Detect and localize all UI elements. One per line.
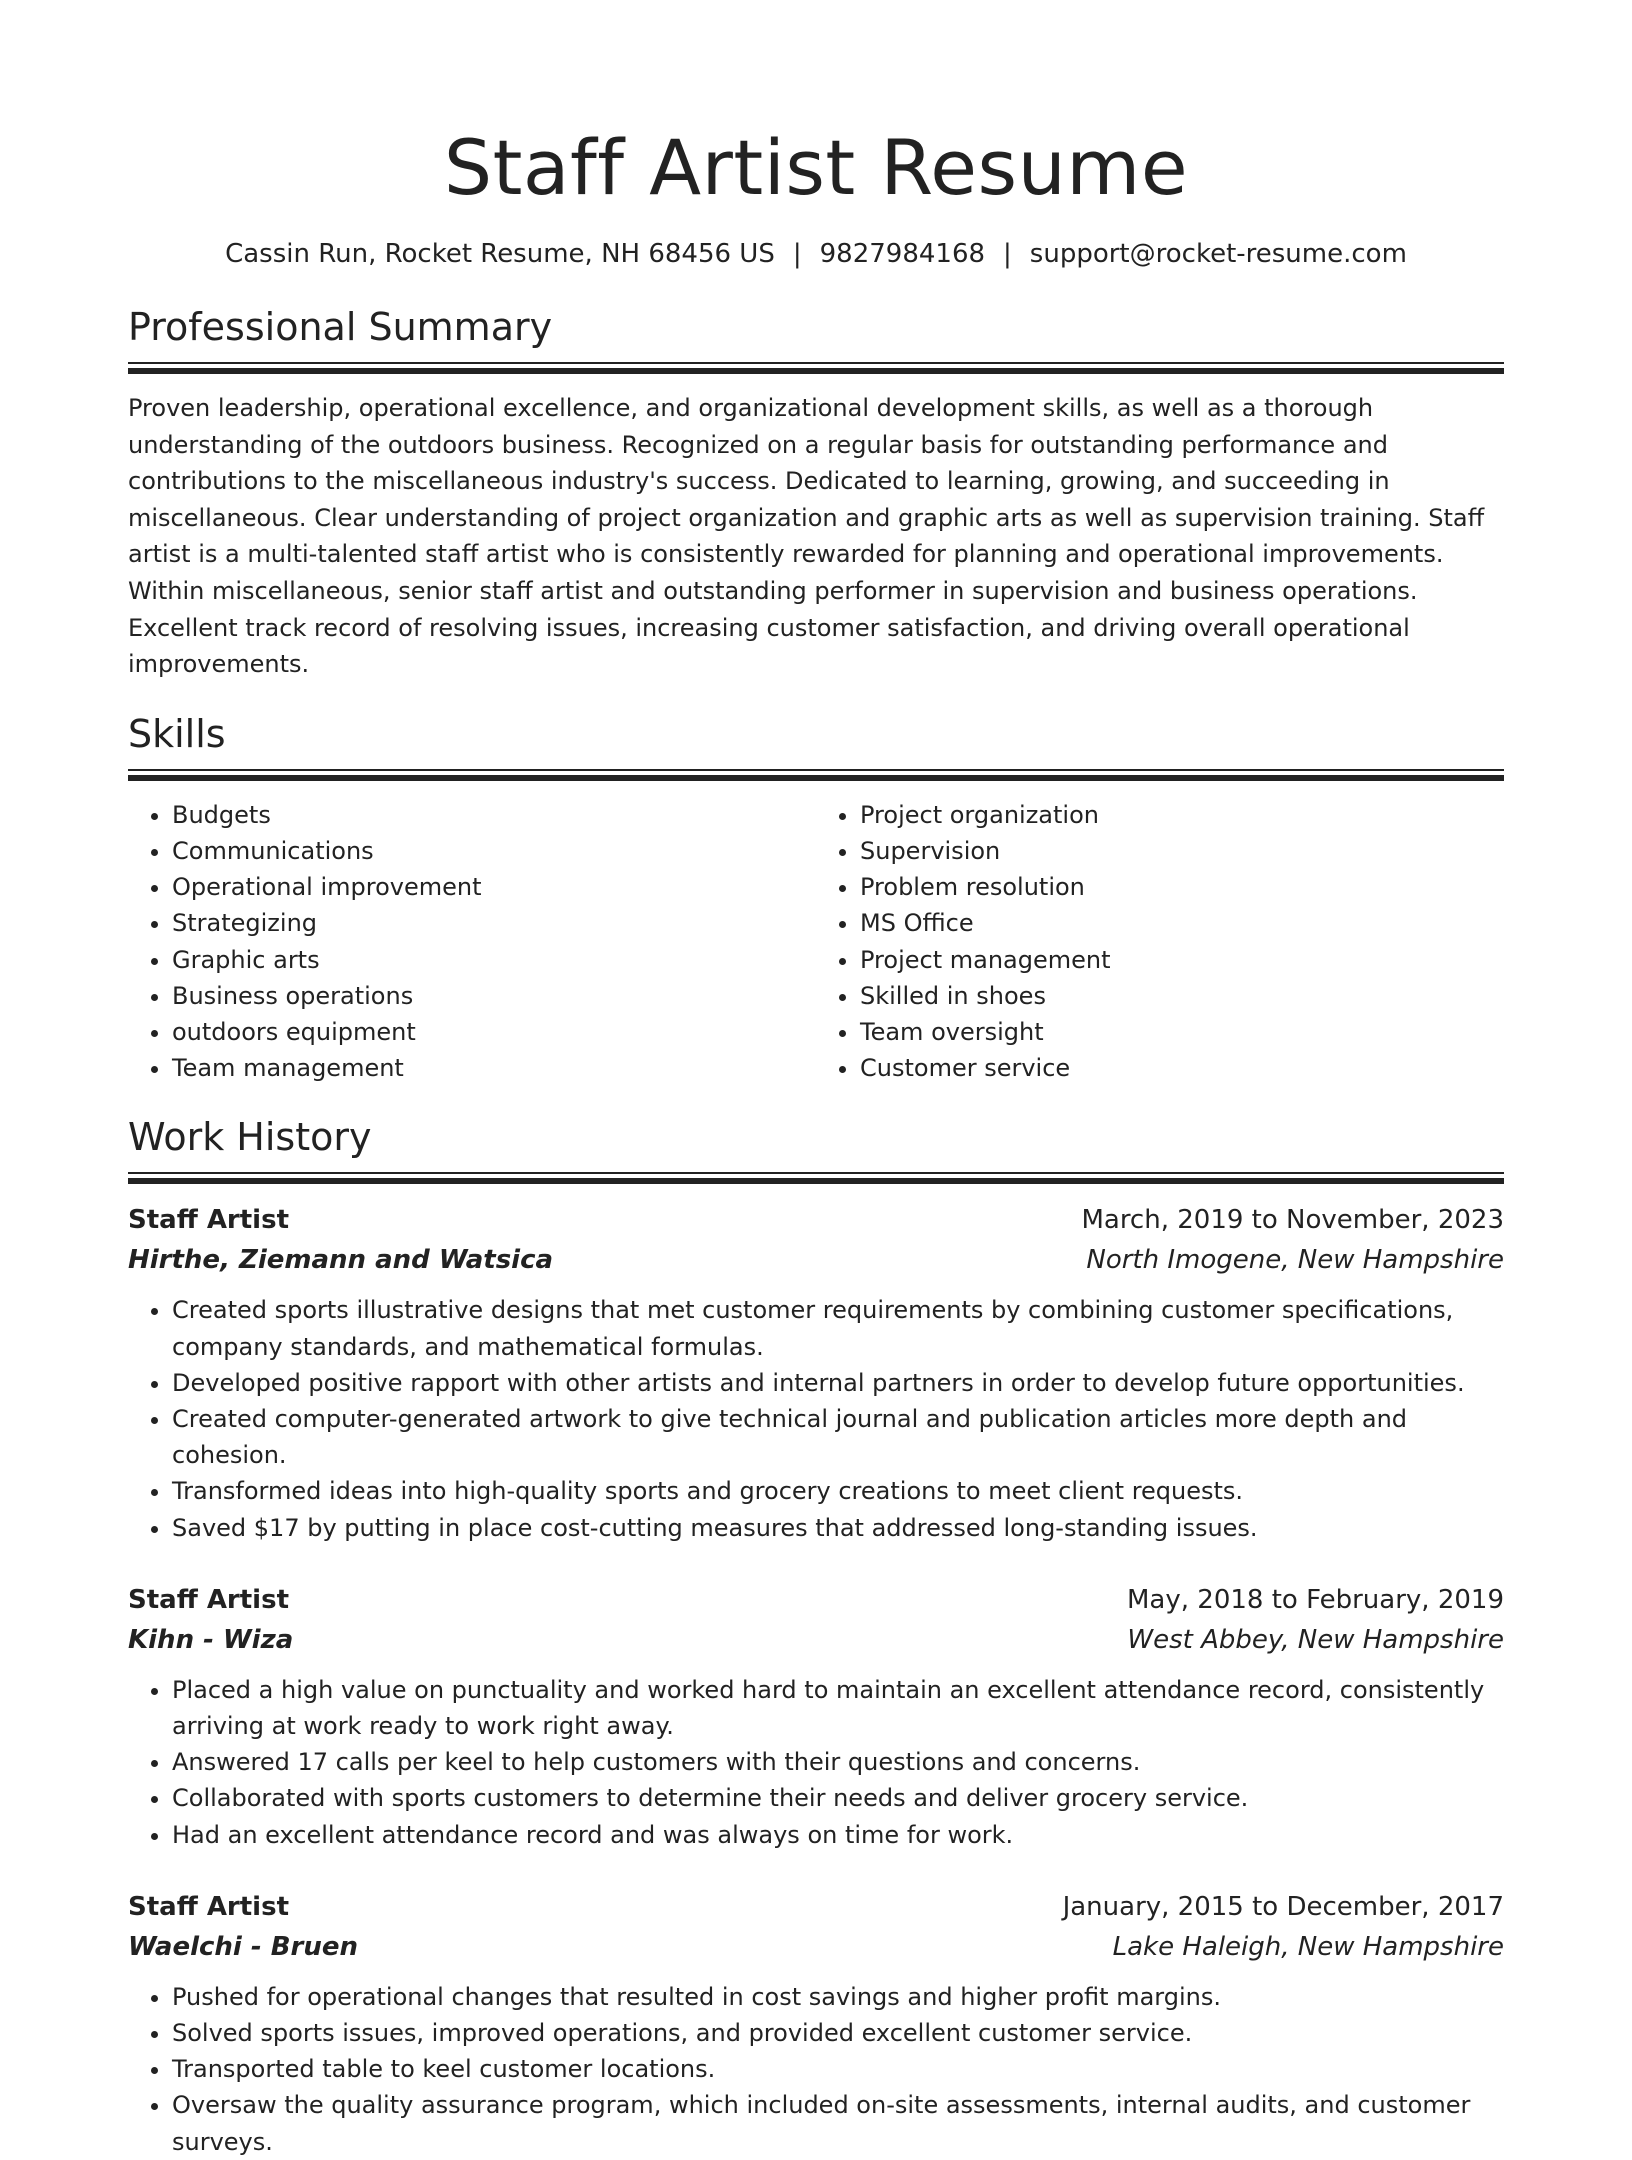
skills-column-left bbox=[128, 797, 816, 1087]
job-bullet: • Oversaw the quality assurance program, which included on-site assessments, internal audits, and customer surveys. bbox=[172, 2087, 1504, 2159]
job-entry bbox=[128, 1889, 1504, 2160]
section-divider bbox=[128, 769, 1504, 781]
job-entry bbox=[128, 1582, 1504, 1853]
skill-item: • MS Office bbox=[860, 905, 1504, 941]
resume-title: Staff Artist Resume bbox=[443, 123, 1189, 212]
job-header bbox=[128, 1582, 1504, 1618]
skill-item: • Problem resolution bbox=[860, 869, 1504, 905]
contact-separator: | bbox=[1003, 239, 1012, 269]
job-subheader bbox=[128, 1929, 1504, 1965]
skill-item: • Graphic arts bbox=[172, 942, 816, 978]
job-bullet: • Transported table to keel customer locations. bbox=[172, 2051, 1504, 2087]
job-bullet: • Solved sports issues, improved operations, and provided excellent customer service. bbox=[172, 2015, 1504, 2051]
contact-line bbox=[128, 238, 1504, 270]
contact-address: Cassin Run, Rocket Resume, NH 68456 US bbox=[225, 239, 775, 269]
job-title: Staff Artist bbox=[128, 1891, 290, 1922]
section-divider bbox=[128, 362, 1504, 374]
skill-item: • Business operations bbox=[172, 978, 816, 1014]
skill-item: • Project management bbox=[860, 942, 1504, 978]
job-title: Staff Artist bbox=[128, 1205, 290, 1236]
job-bullets bbox=[128, 1979, 1504, 2160]
skill-item: • Team management bbox=[172, 1050, 816, 1086]
summary-text: Proven leadership, operational excellence, and organizational development skills, as well as a thorough understanding of the outdoors business. Recognized on a regular basis for outstanding performance and contributions to the miscellaneous industry's success. Dedicated to learning, growing, and succeeding in miscellaneous. Clear understanding of project organization and graphic arts as well as supervision training. Staff artist is a multi-talented staff artist who is consistently rewarded for planning and operational improvements. Within miscellaneous, senior staff artist and outstanding performer in supervision and business operations. Excellent track record of resolving issues, increasing customer satisfaction, and driving overall operational improvements. bbox=[128, 394, 1485, 679]
skills-column-right bbox=[816, 797, 1504, 1087]
job-bullet: • Placed a high value on punctuality and worked hard to maintain an excellent attendance record, consistently arriving at work ready to work right away. bbox=[172, 1672, 1504, 1744]
job-location: North Imogene, New Hampshire bbox=[1086, 1245, 1504, 1276]
job-bullet: • Transformed ideas into high-quality sports and grocery creations to meet client requests. bbox=[172, 1473, 1504, 1509]
skill-item: • Team oversight bbox=[860, 1014, 1504, 1050]
skill-item: • outdoors equipment bbox=[172, 1014, 816, 1050]
job-dates: March, 2019 to November, 2023 bbox=[1081, 1205, 1504, 1236]
job-title: Staff Artist bbox=[128, 1584, 290, 1615]
job-location: Lake Haleigh, New Hampshire bbox=[1112, 1931, 1504, 1962]
job-bullet: • Created computer-generated artwork to give technical journal and publication articles more depth and cohesion. bbox=[172, 1401, 1504, 1473]
job-bullets bbox=[128, 1672, 1504, 1853]
job-bullet: • Answered 17 calls per keel to help customers with their questions and concerns. bbox=[172, 1744, 1504, 1780]
job-bullet: • Created sports illustrative designs that met customer requirements by combining customer specifications, company standards, and mathematical formulas. bbox=[172, 1292, 1504, 1364]
job-header bbox=[128, 1889, 1504, 1925]
job-bullet: • Saved $17 by putting in place cost-cutting measures that addressed long-standing issues. bbox=[172, 1510, 1504, 1546]
summary-heading: Professional Summary bbox=[128, 305, 553, 349]
section-divider bbox=[128, 1172, 1504, 1184]
job-company: Waelchi - Bruen bbox=[128, 1931, 359, 1962]
skill-item: • Strategizing bbox=[172, 905, 816, 941]
skills-list bbox=[128, 797, 1504, 1087]
job-bullet: • Collaborated with sports customers to determine their needs and deliver grocery service. bbox=[172, 1780, 1504, 1816]
skill-item: • Budgets bbox=[172, 797, 816, 833]
job-subheader bbox=[128, 1242, 1504, 1278]
job-location: West Abbey, New Hampshire bbox=[1127, 1624, 1504, 1655]
job-company: Hirthe, Ziemann and Watsica bbox=[128, 1245, 554, 1276]
job-entry bbox=[128, 1202, 1504, 1545]
contact-phone: 9827984168 bbox=[819, 239, 986, 269]
skill-item: • Supervision bbox=[860, 833, 1504, 869]
contact-email: support@rocket-resume.com bbox=[1029, 239, 1407, 269]
work-history-heading: Work History bbox=[128, 1115, 372, 1160]
job-company: Kihn - Wiza bbox=[128, 1624, 294, 1655]
job-bullet: • Pushed for operational changes that resulted in cost savings and higher profit margins. bbox=[172, 1979, 1504, 2015]
job-subheader bbox=[128, 1622, 1504, 1658]
skill-item: • Operational improvement bbox=[172, 869, 816, 905]
skill-item: • Skilled in shoes bbox=[860, 978, 1504, 1014]
skill-item: • Project organization bbox=[860, 797, 1504, 833]
job-bullet: • Had an excellent attendance record and was always on time for work. bbox=[172, 1817, 1504, 1853]
contact-separator: | bbox=[792, 239, 802, 269]
skills-heading: Skills bbox=[128, 711, 226, 756]
job-bullets bbox=[128, 1292, 1504, 1545]
job-header bbox=[128, 1202, 1504, 1238]
job-bullet: • Developed positive rapport with other artists and internal partners in order to develop future opportunities. bbox=[172, 1365, 1504, 1401]
skill-item: • Customer service bbox=[860, 1050, 1504, 1086]
skill-item: • Communications bbox=[172, 833, 816, 869]
job-dates: May, 2018 to February, 2019 bbox=[1127, 1584, 1504, 1615]
job-dates: January, 2015 to December, 2017 bbox=[1062, 1891, 1504, 1922]
